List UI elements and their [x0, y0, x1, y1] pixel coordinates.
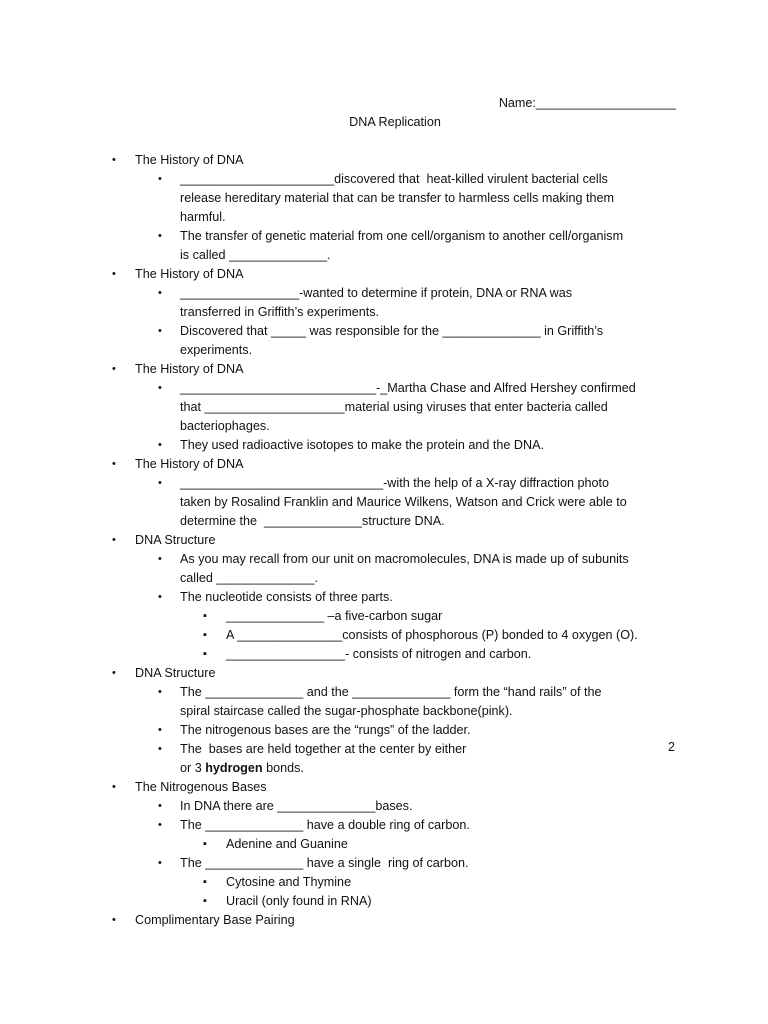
item-line: bacteriophages. [180, 419, 270, 433]
line-text: The History of DNA [135, 267, 244, 281]
line-text: ______________ –a five-carbon sugar [226, 609, 443, 623]
item-line: The ______________ have a single ring of carbon. [180, 856, 469, 870]
item-line: _________________-wanted to determine if protein, DNA or RNA was [180, 286, 573, 300]
section-heading [0, 911, 768, 930]
line-text: DNA Structure [135, 666, 216, 680]
item-line: The nitrogenous bases are the “rungs” of the ladder. [180, 723, 471, 737]
line-text: Cytosine and Thymine [226, 875, 352, 889]
outline-item [0, 816, 768, 835]
item-line: spiral staircase called the sugar-phosphate backbone(pink). [180, 704, 513, 718]
item-line: The ______________ have a double ring of carbon. [180, 818, 470, 832]
outline-item [0, 170, 768, 227]
item-line: ____________________________-_Martha Chase and Alfred Hershey confirmed [180, 381, 636, 395]
page-number: 2 [668, 740, 676, 754]
item-line: taken by Rosalind Franklin and Maurice Wilkens, Watson and Crick were able to [180, 495, 627, 509]
item-line: experiments. [180, 343, 253, 357]
outline-item [0, 588, 768, 607]
bullet-icon: ▪ [203, 629, 207, 641]
line-text: The Nitrogenous Bases [135, 780, 267, 794]
item-line: called ______________. [180, 571, 318, 585]
outline-subitem [0, 626, 768, 645]
item-line: In DNA there are ______________bases. [180, 799, 413, 813]
outline-item [0, 550, 768, 588]
line-text: Uracil (only found in RNA) [226, 894, 372, 908]
outline-subitem [0, 835, 768, 854]
item-line: release hereditary material that can be transfer to harmless cells making them [180, 191, 614, 205]
outline-subitem [0, 873, 768, 892]
line-text: The History of DNA [135, 362, 244, 376]
section-heading [0, 265, 768, 284]
bullet-icon: • [158, 230, 162, 242]
worksheet-body [0, 151, 768, 930]
bullet-icon: • [158, 325, 162, 337]
item-line: The ______________ and the ______________ form the “hand rails” of the [180, 685, 602, 699]
item-line: The transfer of genetic material from one cell/organism to another cell/organism [180, 229, 624, 243]
section-heading [0, 778, 768, 797]
line-text: The History of DNA [135, 457, 244, 471]
bullet-icon: • [158, 382, 162, 394]
bullet-icon: • [112, 458, 116, 470]
item-line: transferred in Griffith’s experiments. [180, 305, 380, 319]
line-text: A _______________consists of phosphorous (P) bonded to 4 oxygen (O). [226, 628, 638, 642]
line-text: The History of DNA [135, 153, 244, 167]
bullet-icon: • [112, 534, 116, 546]
line-text: Complimentary Base Pairing [135, 913, 295, 927]
bullet-icon: ▪ [203, 648, 207, 660]
outline-item [0, 379, 768, 436]
outline-item [0, 436, 768, 455]
bullet-icon: • [112, 363, 116, 375]
item-line: Discovered that _____ was responsible for the ______________ in Griffith’s [180, 324, 604, 338]
item-line: determine the ______________structure DNA. [180, 514, 445, 528]
bullet-icon: • [158, 743, 162, 755]
bullet-icon: • [112, 781, 116, 793]
item-line: ______________________discovered that heat-killed virulent bacterial cells [180, 172, 608, 186]
item-line: harmful. [180, 210, 226, 224]
line-text: Adenine and Guanine [226, 837, 348, 851]
item-line: is called ______________. [180, 248, 331, 262]
outline-item [0, 474, 768, 531]
item-line: They used radioactive isotopes to make the protein and the DNA. [180, 438, 545, 452]
bullet-icon: • [158, 287, 162, 299]
section-heading [0, 455, 768, 474]
bullet-icon: ▪ [203, 610, 207, 622]
bullet-icon: • [158, 173, 162, 185]
bullet-icon: • [112, 154, 116, 166]
bullet-icon: • [158, 857, 162, 869]
outline-subitem [0, 607, 768, 626]
outline-item [0, 322, 768, 360]
bullet-icon: • [158, 800, 162, 812]
bullet-icon: • [158, 439, 162, 451]
outline-item [0, 721, 768, 740]
outline-subitem [0, 645, 768, 664]
outline-item [0, 227, 768, 265]
section-heading [0, 360, 768, 379]
bullet-icon: • [158, 724, 162, 736]
outline-item [0, 797, 768, 816]
outline-item [0, 740, 768, 778]
outline-subitem [0, 892, 768, 911]
bullet-icon: • [158, 591, 162, 603]
item-line: As you may recall from our unit on macromolecules, DNA is made up of subunits [180, 552, 629, 566]
bullet-icon: • [112, 914, 116, 926]
bullet-icon: • [158, 477, 162, 489]
bullet-icon: • [112, 667, 116, 679]
item-line: The bases are held together at the center by either [180, 742, 467, 756]
line-text: _________________- consists of nitrogen and carbon. [226, 647, 532, 661]
outline-item [0, 683, 768, 721]
section-heading [0, 664, 768, 683]
bullet-icon: ▪ [203, 838, 207, 850]
page-title: DNA Replication [349, 115, 441, 129]
bullet-icon: • [158, 819, 162, 831]
bullet-icon: • [158, 686, 162, 698]
name-field[interactable]: Name:____________________ [498, 96, 676, 110]
line-text: DNA Structure [135, 533, 216, 547]
bullet-icon: • [112, 268, 116, 280]
item-line: _____________________________-with the help of a X-ray diffraction photo [180, 476, 609, 490]
outline-item [0, 854, 768, 873]
section-heading [0, 531, 768, 550]
item-line: or 3 hydrogen bonds. [180, 761, 304, 775]
bullet-icon: ▪ [203, 895, 207, 907]
item-line: that ____________________material using viruses that enter bacteria called [180, 400, 608, 414]
bullet-icon: • [158, 553, 162, 565]
bullet-icon: ▪ [203, 876, 207, 888]
item-line: The nucleotide consists of three parts. [180, 590, 393, 604]
hydrogen-emphasis: hydrogen [205, 761, 263, 775]
outline-item [0, 284, 768, 322]
section-heading [0, 151, 768, 170]
